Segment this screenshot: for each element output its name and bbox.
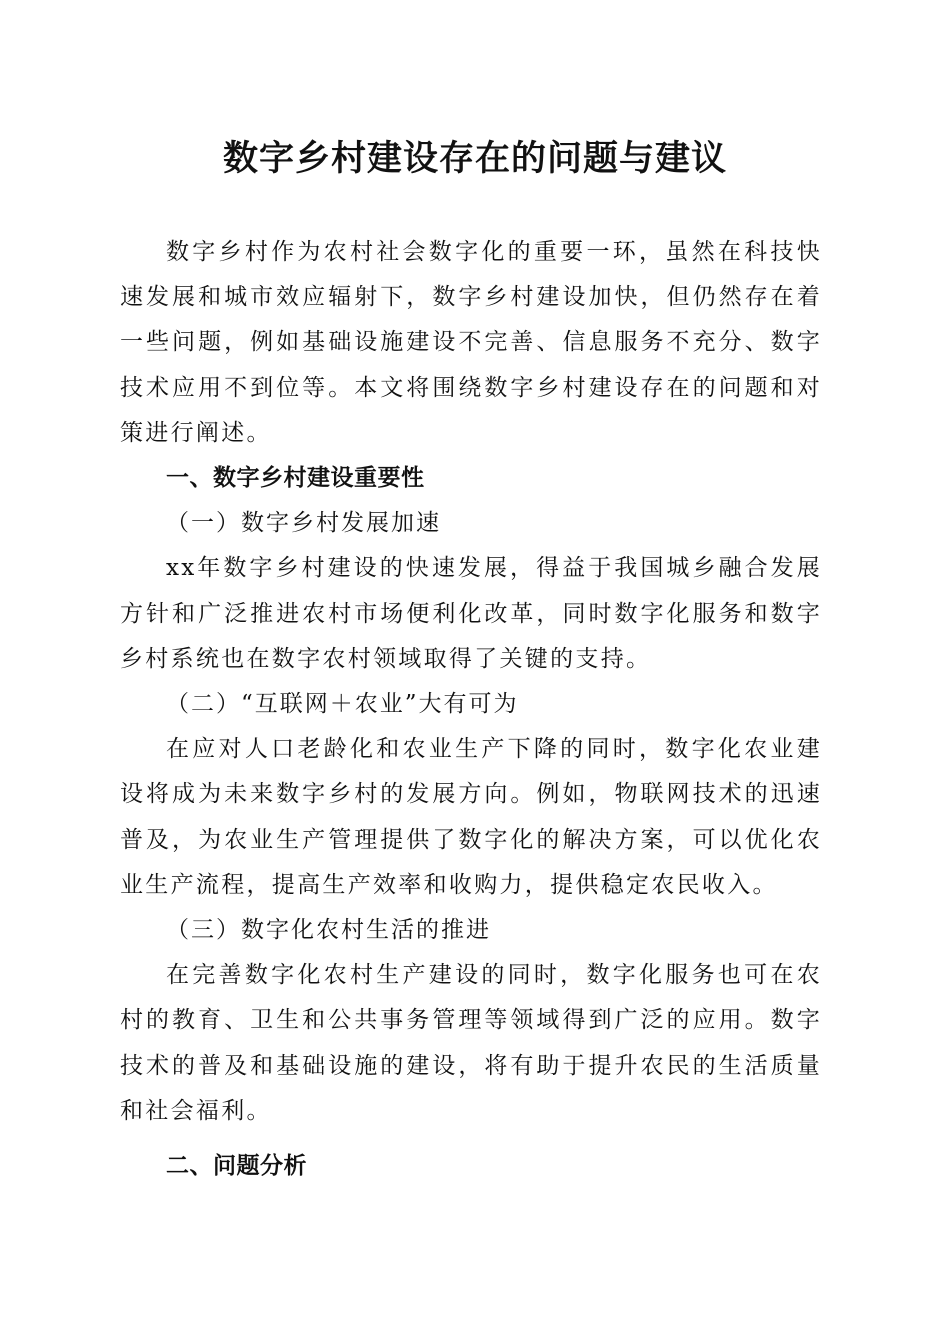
- intro-paragraph: 数字乡村作为农村社会数字化的重要一环，虽然在科技快速发展和城市效应辐射下，数字乡村建设加快，但仍然存在着一些问题，例如基础设施建设不完善、信息服务不充分、数字技术应用不到位等。本文将围绕数字乡村建设存在的问题和对策进行阐述。: [120, 239, 822, 446]
- document-title: 数字乡村建设存在的问题与建议: [222, 138, 727, 179]
- section-1-heading: 一、数字乡村建设重要性: [166, 465, 425, 492]
- section-1-3-heading: （三）数字化农村生活的推进: [166, 917, 491, 944]
- section-1-1-heading: （一）数字乡村发展加速: [166, 510, 441, 537]
- section-1-3-paragraph: 在完善数字化农村生产建设的同时，数字化服务也可在农村的教育、卫生和公共事务管理等领域得到广泛的应用。数字技术的普及和基础设施的建设，将有助于提升农民的生活质量和社会福利。: [120, 962, 822, 1124]
- section-1-1-paragraph: xx年数字乡村建设的快速发展，得益于我国城乡融合发展方针和广泛推进农村市场便利化改革，同时数字化服务和数字乡村系统也在数字农村领域取得了关键的支持。: [120, 555, 822, 672]
- section-1-2-paragraph: 在应对人口老龄化和农业生产下降的同时，数字化农业建设将成为未来数字乡村的发展方向。例如，物联网技术的迅速普及，为农业生产管理提供了数字化的解决方案，可以优化农业生产流程，提高生产效率和收购力，提供稳定农民收入。: [120, 736, 822, 898]
- section-2-heading: 二、问题分析: [166, 1153, 307, 1180]
- section-1-2-heading: （二）“互联网＋农业”大有可为: [166, 691, 519, 718]
- document-body: [120, 230, 822, 1189]
